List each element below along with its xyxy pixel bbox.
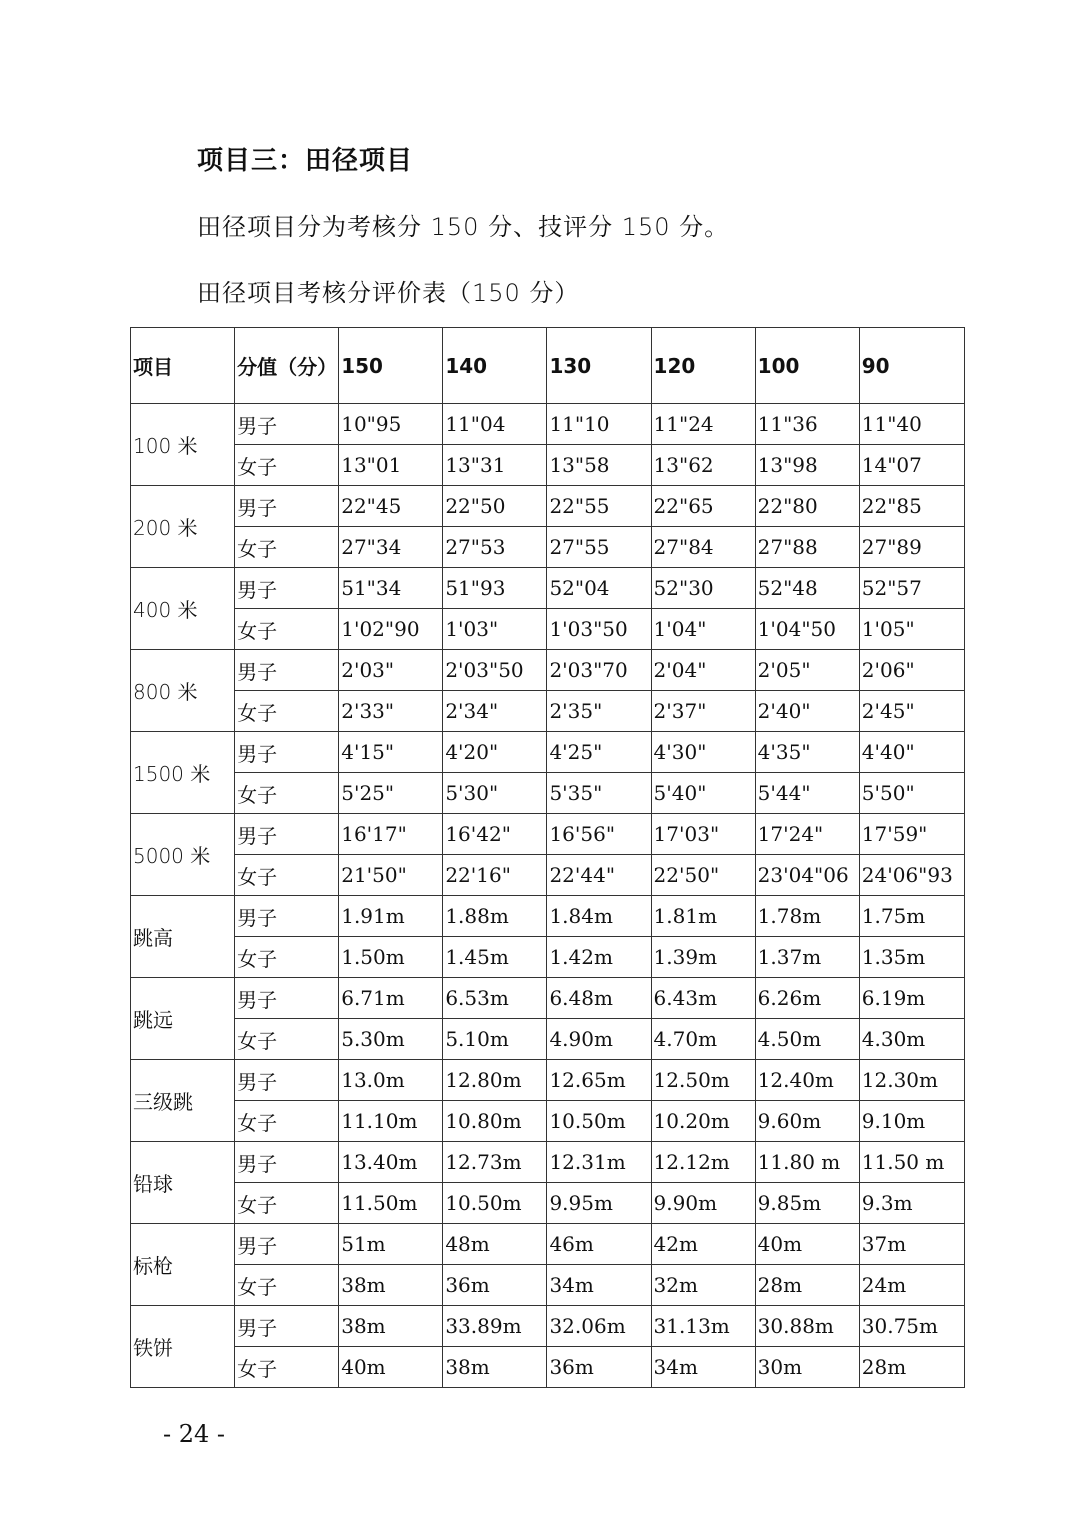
table-row [131, 1142, 965, 1183]
gender-cell: 女子 [235, 1183, 339, 1224]
score-cell: 6.19m [859, 978, 964, 1019]
score-cell: 12.31m [547, 1142, 651, 1183]
gender-cell: 女子 [235, 937, 339, 978]
table-row [131, 691, 965, 732]
score-cell: 11"24 [651, 404, 755, 445]
score-cell: 2'34" [443, 691, 547, 732]
score-cell: 1.45m [443, 937, 547, 978]
score-cell: 27"55 [547, 527, 651, 568]
header-cell: 100 [755, 328, 859, 404]
score-cell: 22'16" [443, 855, 547, 896]
score-cell: 22'50" [651, 855, 755, 896]
score-cell: 1'03" [443, 609, 547, 650]
table-row [131, 1347, 965, 1388]
score-cell: 13"62 [651, 445, 755, 486]
score-cell: 16'42" [443, 814, 547, 855]
gender-cell: 男子 [235, 896, 339, 937]
score-cell: 9.10m [859, 1101, 964, 1142]
score-cell: 11.50m [339, 1183, 443, 1224]
event-name-cell: 跳远 [131, 978, 235, 1060]
gender-cell: 女子 [235, 691, 339, 732]
score-cell: 23'04"06 [755, 855, 859, 896]
table-row [131, 896, 965, 937]
gender-cell: 女子 [235, 855, 339, 896]
score-cell: 4'35" [755, 732, 859, 773]
gender-cell: 女子 [235, 609, 339, 650]
score-cell: 2'04" [651, 650, 755, 691]
score-cell: 11"10 [547, 404, 651, 445]
score-cell: 34m [651, 1347, 755, 1388]
score-cell: 40m [755, 1224, 859, 1265]
score-cell: 4.70m [651, 1019, 755, 1060]
score-cell: 27"53 [443, 527, 547, 568]
header-cell: 130 [547, 328, 651, 404]
score-cell: 1'04"50 [755, 609, 859, 650]
score-cell: 24'06"93 [859, 855, 964, 896]
table-row [131, 1224, 965, 1265]
gender-cell: 男子 [235, 1224, 339, 1265]
event-name-cell: 标枪 [131, 1224, 235, 1306]
score-cell: 5'50" [859, 773, 964, 814]
table-row [131, 1265, 965, 1306]
score-cell: 2'35" [547, 691, 651, 732]
score-cell: 6.71m [339, 978, 443, 1019]
gender-cell: 女子 [235, 527, 339, 568]
table-row [131, 486, 965, 527]
event-name-cell: 1500 米 [131, 732, 235, 814]
score-cell: 1.42m [547, 937, 651, 978]
score-cell: 10.20m [651, 1101, 755, 1142]
score-cell: 11"04 [443, 404, 547, 445]
score-cell: 1.39m [651, 937, 755, 978]
event-name-cell: 800 米 [131, 650, 235, 732]
score-cell: 1.91m [339, 896, 443, 937]
score-cell: 52"30 [651, 568, 755, 609]
table-row [131, 527, 965, 568]
table-header-row [131, 328, 965, 404]
score-cell: 6.43m [651, 978, 755, 1019]
score-cell: 33.89m [443, 1306, 547, 1347]
table-row [131, 609, 965, 650]
score-cell: 6.48m [547, 978, 651, 1019]
score-cell: 5'30" [443, 773, 547, 814]
score-cell: 38m [443, 1347, 547, 1388]
score-cell: 12.73m [443, 1142, 547, 1183]
score-cell: 4'25" [547, 732, 651, 773]
score-cell: 1.37m [755, 937, 859, 978]
score-cell: 2'40" [755, 691, 859, 732]
gender-cell: 男子 [235, 1060, 339, 1101]
score-cell: 1.84m [547, 896, 651, 937]
table-row [131, 445, 965, 486]
score-cell: 12.50m [651, 1060, 755, 1101]
score-cell: 36m [547, 1347, 651, 1388]
score-cell: 22"55 [547, 486, 651, 527]
score-cell: 27"34 [339, 527, 443, 568]
score-cell: 24m [859, 1265, 964, 1306]
gender-cell: 女子 [235, 1019, 339, 1060]
score-cell: 2'03"70 [547, 650, 651, 691]
score-cell: 42m [651, 1224, 755, 1265]
header-cell: 90 [859, 328, 964, 404]
score-cell: 32m [651, 1265, 755, 1306]
score-cell: 1.75m [859, 896, 964, 937]
score-cell: 4'30" [651, 732, 755, 773]
event-name-cell: 铁饼 [131, 1306, 235, 1388]
score-cell: 9.3m [859, 1183, 964, 1224]
score-cell: 10.50m [547, 1101, 651, 1142]
score-cell: 30.88m [755, 1306, 859, 1347]
score-cell: 5'44" [755, 773, 859, 814]
score-cell: 52"04 [547, 568, 651, 609]
score-cell: 51m [339, 1224, 443, 1265]
table-row [131, 1183, 965, 1224]
score-cell: 4'40" [859, 732, 964, 773]
gender-cell: 女子 [235, 1347, 339, 1388]
intro-paragraph: 田径项目分为考核分 150 分、技评分 150 分。 [197, 213, 730, 241]
score-cell: 46m [547, 1224, 651, 1265]
score-table [130, 327, 965, 1388]
score-cell: 22"80 [755, 486, 859, 527]
header-cell: 140 [443, 328, 547, 404]
header-cell: 分值（分） [235, 328, 339, 404]
score-cell: 5'35" [547, 773, 651, 814]
score-cell: 22'44" [547, 855, 651, 896]
table-row [131, 568, 965, 609]
score-cell: 2'03"50 [443, 650, 547, 691]
score-cell: 11.50 m [859, 1142, 964, 1183]
score-cell: 6.53m [443, 978, 547, 1019]
score-cell: 5'40" [651, 773, 755, 814]
score-cell: 11"40 [859, 404, 964, 445]
table-row [131, 978, 965, 1019]
page-number: - 24 - [163, 1420, 226, 1448]
score-cell: 16'17" [339, 814, 443, 855]
score-cell: 13.0m [339, 1060, 443, 1101]
score-cell: 38m [339, 1265, 443, 1306]
score-cell: 5.30m [339, 1019, 443, 1060]
score-cell: 13"31 [443, 445, 547, 486]
table-row [131, 1101, 965, 1142]
score-cell: 52"57 [859, 568, 964, 609]
score-cell: 48m [443, 1224, 547, 1265]
gender-cell: 男子 [235, 732, 339, 773]
score-cell: 12.65m [547, 1060, 651, 1101]
score-cell: 51"93 [443, 568, 547, 609]
score-cell: 2'03" [339, 650, 443, 691]
header-cell: 项目 [131, 328, 235, 404]
score-cell: 10.80m [443, 1101, 547, 1142]
gender-cell: 男子 [235, 814, 339, 855]
gender-cell: 男子 [235, 978, 339, 1019]
score-cell: 27"89 [859, 527, 964, 568]
score-cell: 2'06" [859, 650, 964, 691]
score-cell: 17'24" [755, 814, 859, 855]
event-name-cell: 400 米 [131, 568, 235, 650]
table-row [131, 855, 965, 896]
score-cell: 13"98 [755, 445, 859, 486]
score-cell: 1'03"50 [547, 609, 651, 650]
score-cell: 1.81m [651, 896, 755, 937]
score-cell: 31.13m [651, 1306, 755, 1347]
score-cell: 30m [755, 1347, 859, 1388]
score-cell: 51"34 [339, 568, 443, 609]
score-cell: 11.80 m [755, 1142, 859, 1183]
score-cell: 1'05" [859, 609, 964, 650]
score-cell: 5.10m [443, 1019, 547, 1060]
score-cell: 2'05" [755, 650, 859, 691]
score-cell: 21'50" [339, 855, 443, 896]
table-row [131, 773, 965, 814]
table-row [131, 650, 965, 691]
score-cell: 2'37" [651, 691, 755, 732]
score-cell: 9.85m [755, 1183, 859, 1224]
score-cell: 5'25" [339, 773, 443, 814]
score-cell: 40m [339, 1347, 443, 1388]
score-cell: 4.50m [755, 1019, 859, 1060]
score-cell: 22"50 [443, 486, 547, 527]
score-cell: 9.95m [547, 1183, 651, 1224]
score-cell: 10"95 [339, 404, 443, 445]
score-cell: 1.88m [443, 896, 547, 937]
score-cell: 22"45 [339, 486, 443, 527]
event-name-cell: 三级跳 [131, 1060, 235, 1142]
header-cell: 150 [339, 328, 443, 404]
score-cell: 10.50m [443, 1183, 547, 1224]
header-cell: 120 [651, 328, 755, 404]
event-name-cell: 跳高 [131, 896, 235, 978]
score-cell: 36m [443, 1265, 547, 1306]
gender-cell: 女子 [235, 773, 339, 814]
score-cell: 14"07 [859, 445, 964, 486]
score-cell: 12.40m [755, 1060, 859, 1101]
score-cell: 11"36 [755, 404, 859, 445]
score-cell: 30.75m [859, 1306, 964, 1347]
score-cell: 34m [547, 1265, 651, 1306]
table-row [131, 732, 965, 773]
table-row [131, 937, 965, 978]
event-name-cell: 铅球 [131, 1142, 235, 1224]
score-cell: 52"48 [755, 568, 859, 609]
score-cell: 37m [859, 1224, 964, 1265]
score-cell: 2'45" [859, 691, 964, 732]
score-cell: 27"88 [755, 527, 859, 568]
score-cell: 38m [339, 1306, 443, 1347]
event-name-cell: 5000 米 [131, 814, 235, 896]
section-heading: 项目三：田径项目 [197, 146, 414, 176]
gender-cell: 男子 [235, 1306, 339, 1347]
gender-cell: 男子 [235, 486, 339, 527]
table-caption: 田径项目考核分评价表（150 分） [197, 279, 580, 307]
score-cell: 9.90m [651, 1183, 755, 1224]
score-cell: 32.06m [547, 1306, 651, 1347]
score-cell: 1.78m [755, 896, 859, 937]
event-name-cell: 200 米 [131, 486, 235, 568]
score-cell: 4'15" [339, 732, 443, 773]
score-cell: 12.80m [443, 1060, 547, 1101]
score-cell: 4.30m [859, 1019, 964, 1060]
score-cell: 16'56" [547, 814, 651, 855]
score-cell: 4'20" [443, 732, 547, 773]
event-name-cell: 100 米 [131, 404, 235, 486]
gender-cell: 男子 [235, 1142, 339, 1183]
score-cell: 6.26m [755, 978, 859, 1019]
score-cell: 27"84 [651, 527, 755, 568]
score-cell: 13"01 [339, 445, 443, 486]
table-row [131, 1019, 965, 1060]
score-cell: 28m [755, 1265, 859, 1306]
table-row [131, 1306, 965, 1347]
score-cell: 22"85 [859, 486, 964, 527]
score-cell: 17'59" [859, 814, 964, 855]
gender-cell: 男子 [235, 650, 339, 691]
score-cell: 13.40m [339, 1142, 443, 1183]
gender-cell: 女子 [235, 1101, 339, 1142]
score-cell: 17'03" [651, 814, 755, 855]
gender-cell: 女子 [235, 1265, 339, 1306]
score-cell: 1.50m [339, 937, 443, 978]
score-cell: 2'33" [339, 691, 443, 732]
table-row [131, 404, 965, 445]
score-cell: 1'02"90 [339, 609, 443, 650]
score-cell: 22"65 [651, 486, 755, 527]
table-row [131, 1060, 965, 1101]
table-row [131, 814, 965, 855]
score-cell: 9.60m [755, 1101, 859, 1142]
gender-cell: 女子 [235, 445, 339, 486]
score-cell: 12.12m [651, 1142, 755, 1183]
score-cell: 12.30m [859, 1060, 964, 1101]
score-cell: 11.10m [339, 1101, 443, 1142]
score-cell: 28m [859, 1347, 964, 1388]
score-cell: 1'04" [651, 609, 755, 650]
gender-cell: 男子 [235, 568, 339, 609]
score-cell: 4.90m [547, 1019, 651, 1060]
score-cell: 1.35m [859, 937, 964, 978]
gender-cell: 男子 [235, 404, 339, 445]
score-cell: 13"58 [547, 445, 651, 486]
